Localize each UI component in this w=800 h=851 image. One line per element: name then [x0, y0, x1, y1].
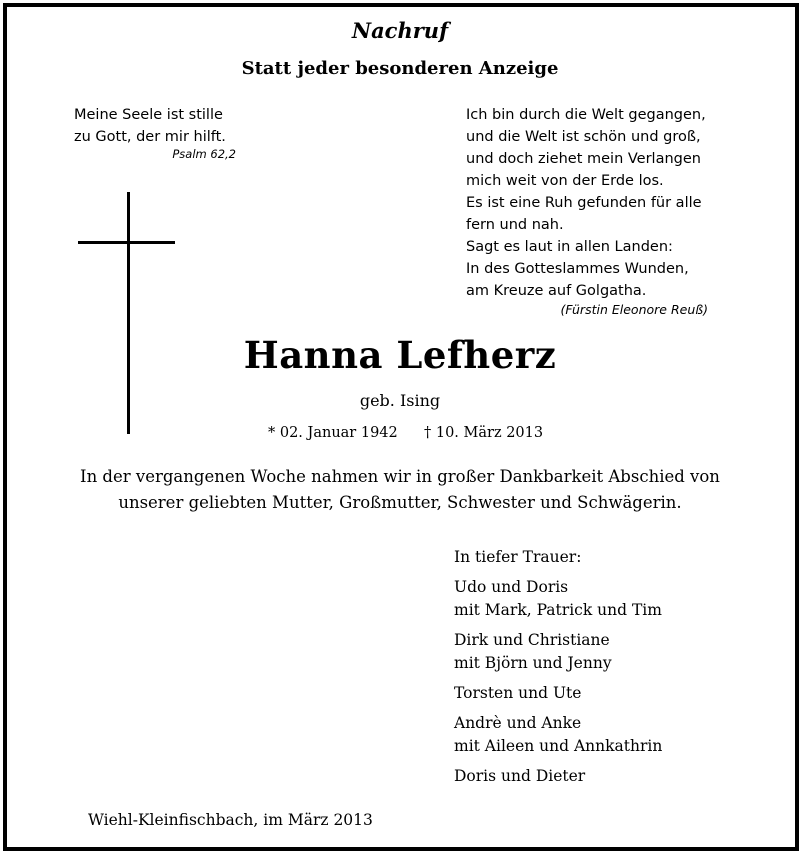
poem-reference: (Fürstin Eleonore Reuß)	[560, 302, 708, 317]
mourner-line: mit Björn und Jenny	[454, 654, 612, 672]
farewell-message-line: In der vergangenen Woche nahmen wir in großer Dankbarkeit Abschied von	[80, 467, 720, 486]
poem-line: Ich bin durch die Welt gegangen,	[466, 107, 706, 123]
deceased-name: Hanna Lefherz	[243, 333, 557, 377]
mourner-line: Andrè und Anke	[454, 714, 582, 732]
cross-horizontal-bar	[78, 241, 175, 244]
poem-line: Sagt es laut in allen Landen:	[466, 239, 673, 255]
mourner-group	[454, 712, 662, 758]
mourner-line: Doris und Dieter	[454, 767, 586, 785]
poem-line: Es ist eine Ruh gefunden für alle	[466, 195, 702, 211]
mourners-intro: In tiefer Trauer:	[454, 548, 582, 566]
psalm-verse	[74, 104, 226, 148]
psalm-verse-line: zu Gott, der mir hilft.	[74, 129, 226, 145]
mourner-group	[454, 629, 662, 675]
poem-line: fern und nah.	[466, 217, 564, 233]
mourner-group	[454, 576, 662, 622]
mourner-group	[454, 682, 662, 705]
poem-line: und die Welt ist schön und groß,	[466, 129, 701, 145]
notice-heading: Nachruf	[351, 18, 449, 43]
mourner-group	[454, 765, 662, 788]
birth-date: * 02. Januar 1942	[268, 425, 398, 441]
psalm-verse-line: Meine Seele ist stille	[74, 107, 223, 123]
mourner-line: mit Mark, Patrick und Tim	[454, 601, 662, 619]
poem-line: In des Gotteslammes Wunden,	[466, 261, 689, 277]
psalm-reference: Psalm 62,2	[172, 147, 236, 161]
maiden-name: geb. Ising	[359, 391, 441, 410]
death-date: † 10. März 2013	[424, 425, 544, 441]
poem-line: am Kreuze auf Golgatha.	[466, 283, 647, 299]
poem-line: und doch ziehet mein Verlangen	[466, 151, 701, 167]
poem-verse	[466, 104, 706, 302]
mourner-line: mit Aileen und Annkathrin	[454, 737, 663, 755]
poem-line: mich weit von der Erde los.	[466, 173, 664, 189]
mourners-list	[454, 546, 662, 795]
place-date: Wiehl-Kleinfischbach, im März 2013	[88, 811, 373, 829]
mourner-line: Udo und Doris	[454, 578, 569, 596]
notice-subheading: Statt jeder besonderen Anzeige	[241, 58, 559, 79]
mourner-line: Torsten und Ute	[454, 684, 582, 702]
farewell-message-line: unserer geliebten Mutter, Großmutter, Schwester und Schwägerin.	[118, 493, 682, 512]
mourner-line: Dirk und Christiane	[454, 631, 610, 649]
farewell-message	[0, 464, 800, 516]
